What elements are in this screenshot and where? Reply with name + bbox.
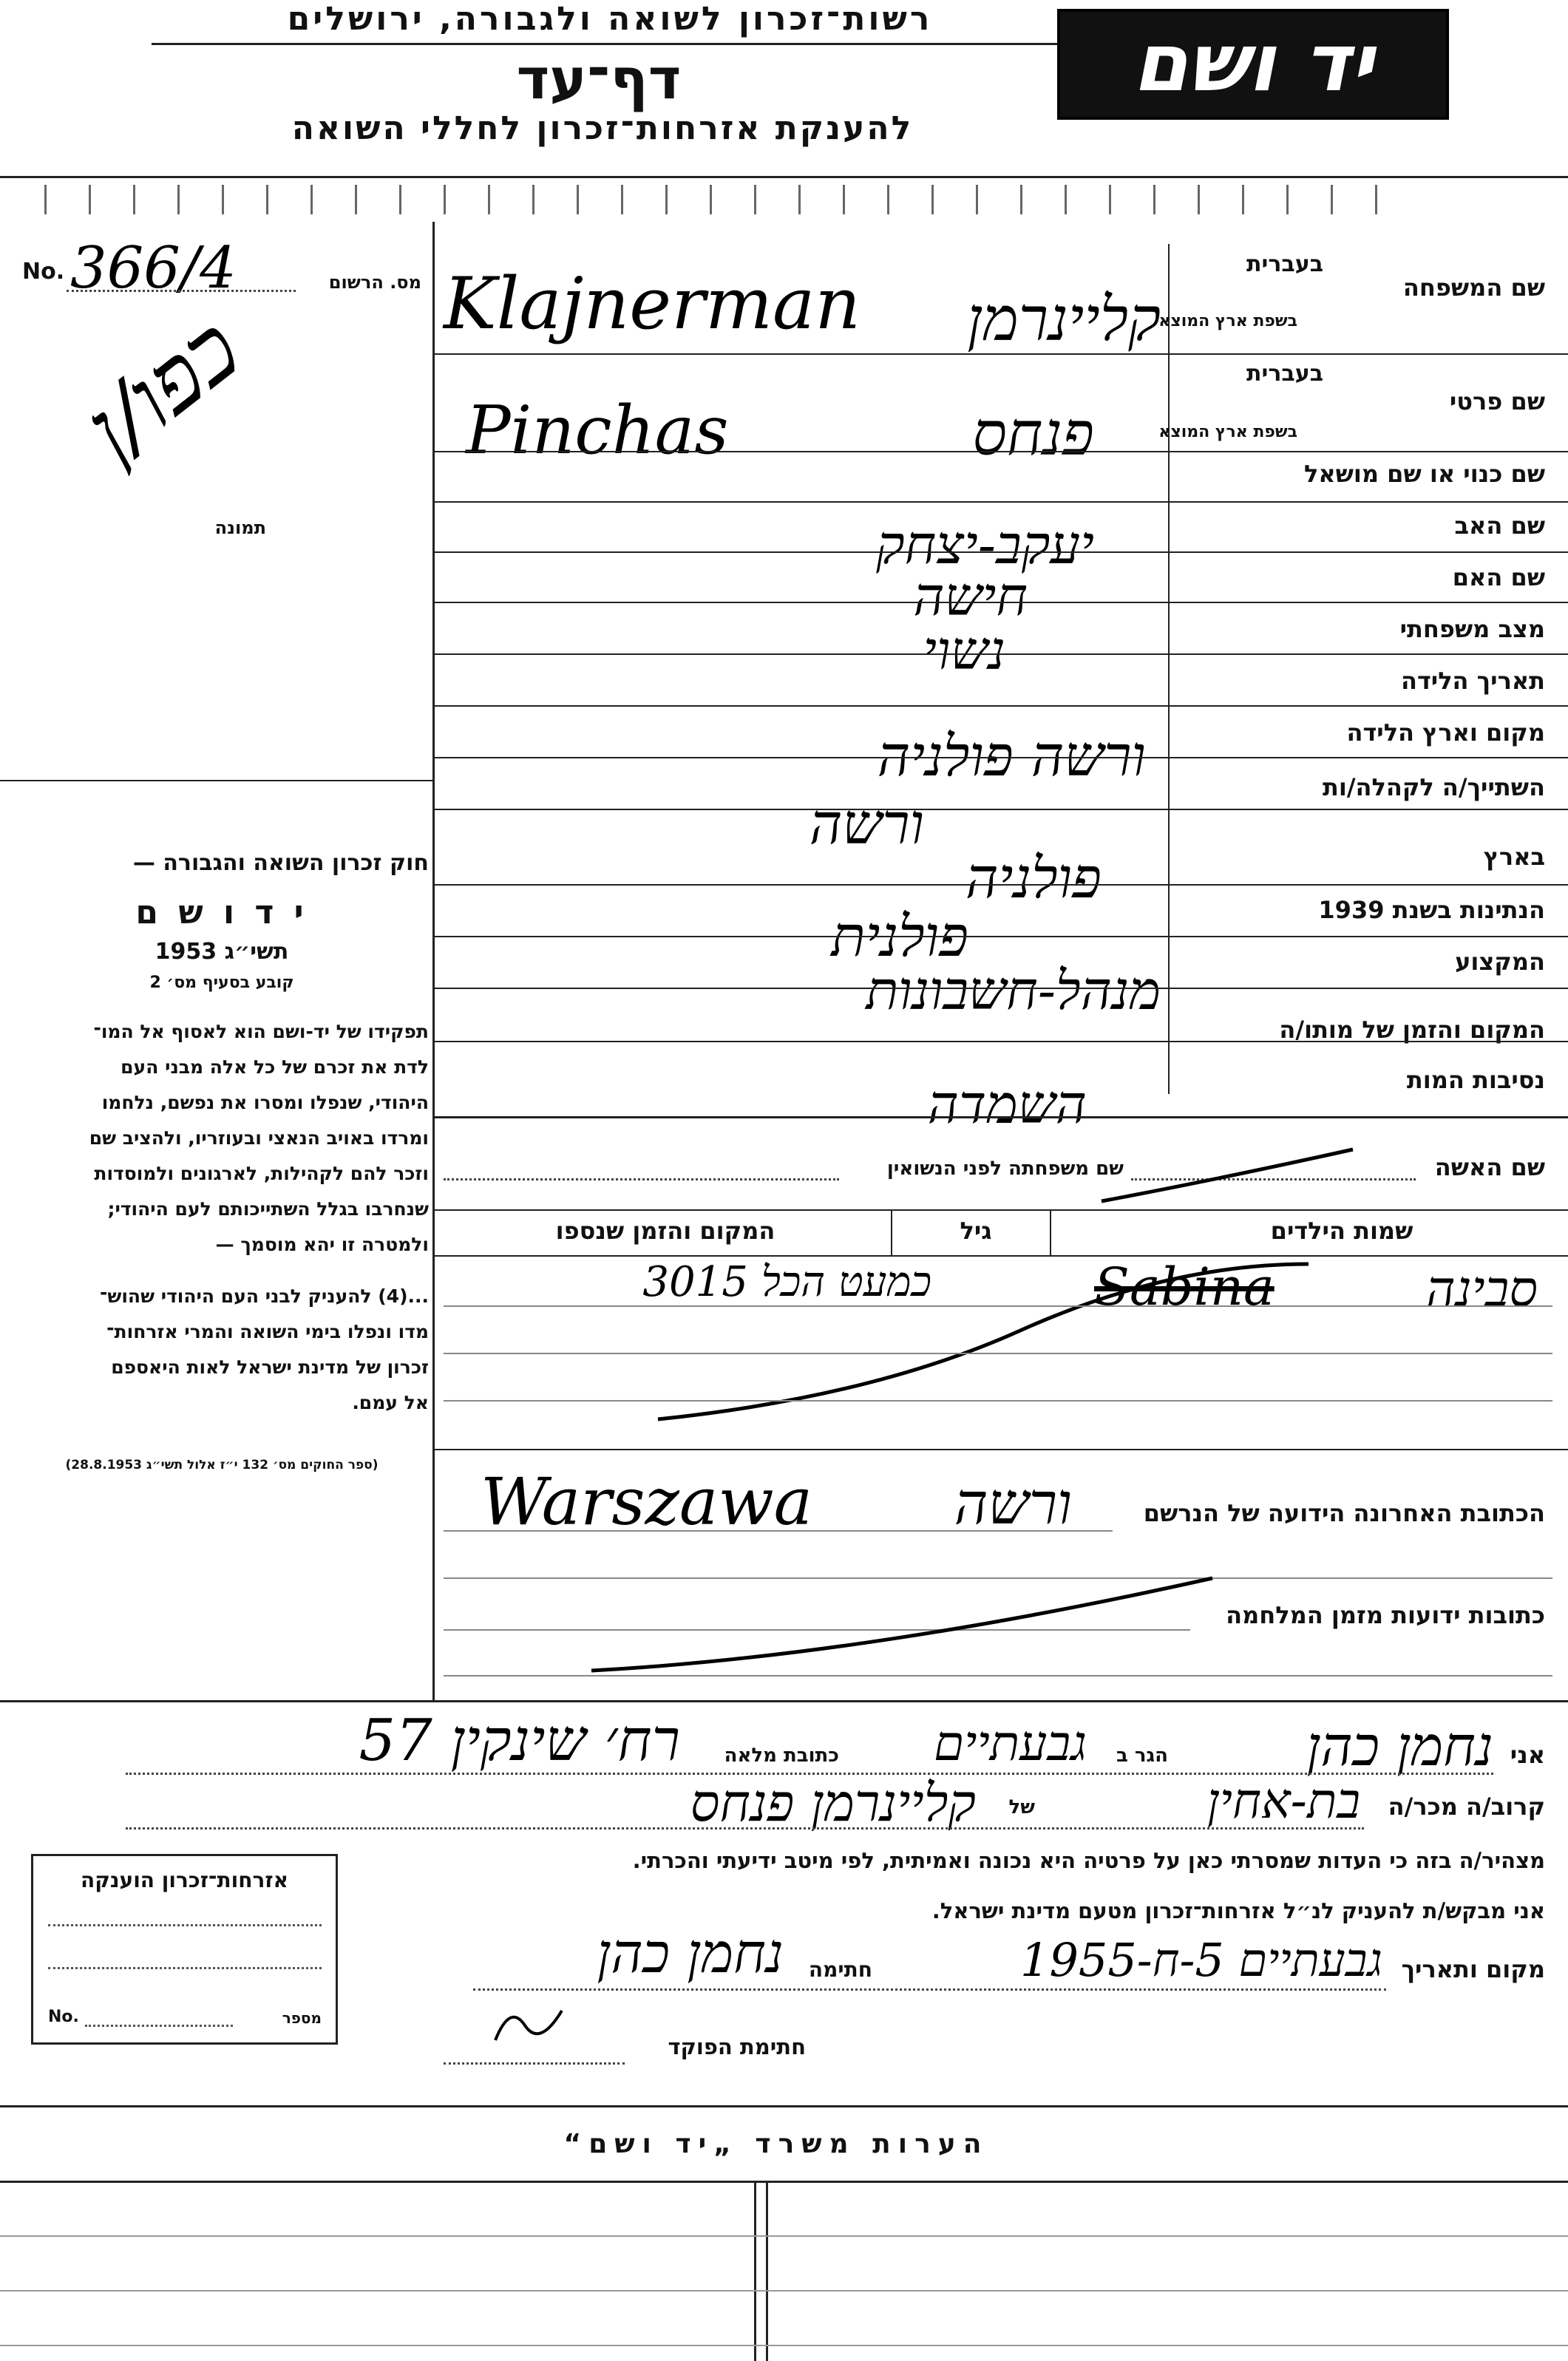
firstname-sub-hebrew: בעברית bbox=[1246, 361, 1323, 387]
row-line-mother bbox=[432, 602, 1568, 603]
registration-no-label: No. bbox=[22, 259, 65, 285]
photo-handwriting: כפו/ן bbox=[67, 297, 260, 480]
law-year: תשי״ג 1953 bbox=[155, 939, 289, 965]
field-label-nickname: שם כנוי או שם מושאל bbox=[1303, 460, 1545, 488]
declarant-lives-in: גבעתיים bbox=[934, 1715, 1087, 1772]
father-name-value: יעקב-יצחק bbox=[876, 514, 1094, 576]
photo-divider bbox=[0, 780, 432, 781]
row-line-death-place bbox=[432, 1041, 1568, 1042]
signature-label: חתימה bbox=[808, 1957, 872, 1982]
header-divider bbox=[0, 176, 1568, 178]
children-col-divider-1 bbox=[891, 1209, 892, 1255]
child-name-hebrew: סבינה bbox=[1425, 1260, 1538, 1319]
law-text-line: ולמטרה זו יהא מוסמך — bbox=[215, 1234, 429, 1255]
office-notes-label: הערות משרד „יד ושם“ bbox=[563, 2129, 989, 2159]
place-date-value: גבעתיים 5-ח-1955 bbox=[1020, 1933, 1382, 1987]
yad-vashem-logo bbox=[1057, 9, 1449, 120]
last-address-label: הכתובת האחרונה הידועה של הנרשם bbox=[1143, 1499, 1545, 1527]
children-col-divider-2 bbox=[1050, 1209, 1051, 1255]
children-rule bbox=[444, 1353, 1552, 1354]
field-label-profession: המקצוע bbox=[1455, 948, 1545, 976]
office-notes-rule bbox=[0, 2345, 1568, 2346]
country-value: פולניה bbox=[965, 845, 1102, 911]
nationality-value: פולנית bbox=[831, 903, 968, 969]
office-notes-rule bbox=[0, 2235, 1568, 2237]
row-line-birth-place bbox=[432, 757, 1568, 758]
field-label-surname: שם המשפחה bbox=[1402, 274, 1545, 302]
row-line-surname bbox=[432, 353, 1568, 355]
office-notes-underline bbox=[0, 2181, 1568, 2183]
row-line-community bbox=[432, 809, 1568, 810]
relation-value: בת-אחין bbox=[1206, 1773, 1360, 1830]
grant-no-label: No. bbox=[48, 2008, 79, 2026]
row-line-birth-date bbox=[432, 705, 1568, 707]
grant-box bbox=[31, 1854, 338, 2045]
children-rule bbox=[444, 1305, 1552, 1307]
registration-dotline bbox=[67, 290, 296, 292]
grant-number-label: מספר bbox=[282, 2009, 322, 2027]
declarant-name: נחמן כהן bbox=[1306, 1715, 1493, 1779]
of-name-value: קליינרמן פנחס bbox=[690, 1773, 976, 1833]
row-line-country bbox=[432, 884, 1568, 886]
surname-latin-value: Klajnerman bbox=[444, 262, 861, 345]
children-header-names: שמות הילדים bbox=[1270, 1217, 1413, 1245]
last-address-latin: Warszawa bbox=[481, 1464, 813, 1540]
last-address-rule bbox=[444, 1530, 1113, 1532]
firstname-hebrew-value: פנחס bbox=[972, 399, 1094, 469]
field-label-mother: שם האם bbox=[1452, 563, 1545, 591]
law-text-line: מדו ונפלו בימי השואה והמרי אזרחות־ bbox=[106, 1321, 429, 1342]
marital-status-value: נשוי bbox=[923, 619, 1005, 682]
children-header-age: גיל bbox=[960, 1217, 992, 1245]
left-column-divider bbox=[432, 222, 435, 1700]
row-line-nickname bbox=[432, 501, 1568, 503]
authority-underline bbox=[152, 43, 1068, 45]
law-text-line: אל עמם. bbox=[352, 1392, 429, 1413]
place-date-label: מקום ותאריך bbox=[1401, 1955, 1545, 1983]
declarant-lives-in-label: הגר ב bbox=[1116, 1745, 1168, 1767]
officer-signature-line bbox=[444, 2062, 625, 2065]
office-notes-divider-1 bbox=[754, 2181, 756, 2361]
child-place-time: כמעט הכל 3015 bbox=[642, 1258, 931, 1306]
firstname-latin-value: Pinchas bbox=[466, 392, 729, 469]
surname-sub-origin: בשפת ארץ המוצא bbox=[1158, 312, 1297, 330]
request-text: אני מבקש/ת להעניק לנ״ל אזרחות־זכרון מטעם מדינת ישראל. bbox=[931, 1898, 1545, 1923]
signature-value: נחמן כהן bbox=[597, 1922, 784, 1985]
field-label-community: השתייך/ה לקהלה/ות bbox=[1322, 773, 1545, 801]
child-name-latin: Sabina bbox=[1094, 1257, 1275, 1317]
field-label-firstname: שם פרטי bbox=[1449, 387, 1545, 415]
declarant-ani: אני bbox=[1510, 1741, 1545, 1769]
law-title: חוק זכרון השואה והגבורה — bbox=[132, 850, 429, 876]
row-line-profession bbox=[432, 988, 1568, 989]
law-text-line: תפקידו של יד-ושם הוא לאסוף אל המו־ bbox=[93, 1021, 429, 1042]
law-text-line: זכרון של מדינת ישראל לאות היאספם bbox=[111, 1356, 429, 1378]
death-circumstances-value: השמדה bbox=[927, 1073, 1087, 1135]
declaration-top-line bbox=[0, 1700, 1568, 1702]
declarant-line-2 bbox=[126, 1827, 1364, 1830]
field-label-father: שם האב bbox=[1454, 512, 1545, 540]
birth-place-value: ורשה פולניה bbox=[877, 723, 1146, 789]
wife-label: שם האשה bbox=[1434, 1153, 1545, 1181]
declarant-full-address: רח׳ שינקין 57 bbox=[359, 1708, 680, 1774]
field-label-birth-date: תאריך הלידה bbox=[1400, 667, 1545, 695]
law-text-line: ומרדו באויב הנאצי ובעוזריו, ולהציב שם bbox=[89, 1127, 429, 1149]
office-notes-top-line bbox=[0, 2105, 1568, 2107]
officer-signature-mark bbox=[488, 1996, 569, 2055]
logo-text: יד ושם bbox=[1132, 17, 1374, 109]
children-rule bbox=[444, 1400, 1552, 1402]
row-line-wife bbox=[432, 1209, 1568, 1211]
profession-value: מנהל-חשבונות bbox=[866, 959, 1161, 1022]
field-label-marital-status: מצב משפחתי bbox=[1399, 615, 1545, 643]
surname-sub-hebrew: בעברית bbox=[1246, 251, 1323, 277]
registration-label: מס. הרשום bbox=[328, 272, 421, 293]
officer-signature-label: חתימת הפוקד bbox=[668, 2034, 806, 2059]
mother-name-value: חישה bbox=[913, 565, 1028, 628]
authority-line: רשות־זכרון לשואה ולגבורה, ירושלים bbox=[287, 0, 933, 38]
community-value: ורשה bbox=[809, 791, 924, 857]
label-column-divider bbox=[1168, 244, 1170, 1094]
wife-maiden-label: שם משפחתה לפני הנשואין bbox=[886, 1158, 1124, 1180]
law-text-line: שנחרבו בגלל השתייכותם לעם היהודי; bbox=[107, 1198, 429, 1220]
law-text-line: וזכר להם לקהילות, לארגונים ולמוסדות bbox=[94, 1163, 429, 1184]
firstname-sub-origin: בשפת ארץ המוצא bbox=[1158, 423, 1297, 441]
row-line-marital-status bbox=[432, 653, 1568, 655]
grant-box-title: אזרחות־זכרון הוענקה bbox=[81, 1868, 288, 1892]
field-label-nationality: הנתינות בשנת 1939 bbox=[1318, 896, 1545, 924]
children-header-place: המקום והזמן שנספו bbox=[555, 1217, 775, 1245]
form-title: דף־עד bbox=[516, 46, 682, 112]
office-notes-rule bbox=[0, 2290, 1568, 2292]
law-yad-vashem: י ד ו ש ם bbox=[135, 894, 308, 931]
last-address-hebrew: ורשה bbox=[954, 1471, 1072, 1538]
of-label: של bbox=[1008, 1796, 1035, 1818]
war-address-label: כתובות ידועות מזמן המלחמה bbox=[1226, 1601, 1545, 1629]
declarant-full-address-label: כתובת מלאה bbox=[724, 1745, 839, 1767]
registration-number: 366/4 bbox=[70, 235, 237, 302]
wife-maiden-dotline bbox=[444, 1178, 839, 1180]
office-notes-divider-2 bbox=[766, 2181, 768, 2361]
photo-label: תמונה bbox=[214, 517, 266, 538]
row-line-father bbox=[432, 551, 1568, 553]
law-footnote: (ספר החוקים מס׳ 132 י״ז אלול תשי״ג 28.8.1953) bbox=[65, 1458, 379, 1472]
law-text-line: ...(4) להעניק לבני העם היהודי שהוש־ bbox=[99, 1285, 429, 1307]
children-bottom-line bbox=[432, 1449, 1568, 1450]
law-text-line: לדת את זכרם של כל אלה מבני העם bbox=[121, 1056, 429, 1078]
surname-hebrew-value: קליינרמן bbox=[967, 285, 1161, 355]
field-label-country: בארץ bbox=[1483, 843, 1545, 871]
sidebar-law-block bbox=[15, 850, 429, 1472]
row-line-nationality bbox=[432, 936, 1568, 937]
declare-text: מצהיר/ה בזה כי העדות שמסרתי כאן על פרטיה היא נכונה ואמיתית, לפי מיטב ידיעתי והכרתי. bbox=[632, 1848, 1545, 1873]
row-line-firstname bbox=[432, 451, 1568, 452]
row-line-death-circumstances bbox=[432, 1116, 1568, 1118]
place-date-line bbox=[473, 1988, 1386, 1991]
field-label-death-place: המקום והזמן של מותו/ה bbox=[1279, 1016, 1545, 1044]
relative-label: קרוב/ה מכר/ה bbox=[1388, 1793, 1545, 1821]
field-label-death-circumstances: נסיבות המות bbox=[1406, 1066, 1545, 1094]
decorative-ticks bbox=[44, 185, 1405, 214]
war-address-strike-line bbox=[584, 1567, 1220, 1685]
form-subtitle: להענקת אזרחות־זכרון לחללי השואה bbox=[291, 109, 914, 147]
wife-strike-line bbox=[1094, 1142, 1360, 1209]
law-text-line: היהודי, שנפלו ומסרו את נפשם, נלחמו bbox=[101, 1092, 429, 1113]
law-clause: קובע בסעיף מס׳ 2 bbox=[149, 974, 294, 992]
field-label-birth-place: מקום וארץ הלידה bbox=[1346, 719, 1545, 747]
